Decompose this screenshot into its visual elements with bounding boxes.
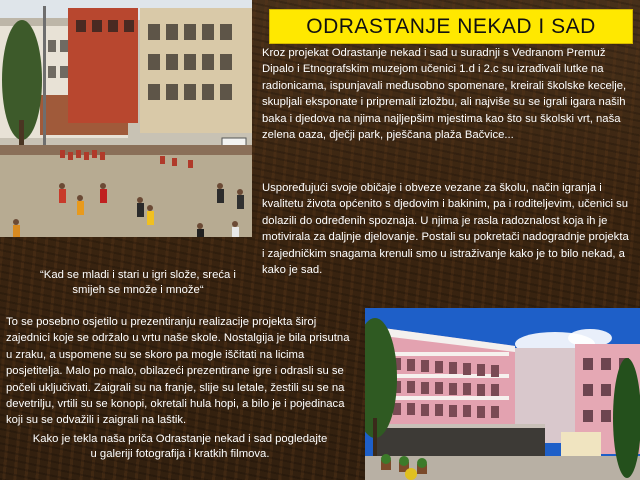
title-banner xyxy=(269,9,633,44)
presentation-paragraph: To se posebno osjetilo u prezentiranju realizacije projekta široj zajednici koje se održalo u vrtu naše skole. Nostalgija je bila prisutna u zraku, a uspomene su se skoro pa mogle iščitati na licima posjetitelja. Malo po malo, obilazeći prezentirane igre i odrasli su se počeli uključivati. Zaigrali su na franje, slije su letale, žestili su se na devetrilju, vrtili su se konopi, okretali hula hopi, a bilo je i pojedinaca koji su se odvažili i zaigrali na laštik. xyxy=(6,316,350,427)
page-title: ODRASTANJE NEKAD I SAD xyxy=(306,14,596,38)
intro-paragraph: Kroz projekat Odrastanje nekad i sad u suradnji s Vedranom Premuž Dipalo i Etnografskim muzejom učenici 1.d i 2.c su izrađivali lutke na radionicama, ispunjavali međusobno spomenare, kreirali školske kecelje, skupljali eksponate i pripremali izložbu, ali najviše su se igrali igara naših baka i djedova na njima najljepšim mjestima kao što su školski vrt, naša zelena oaza, dječji park, pješčana plaža Bačvice... xyxy=(262,47,627,142)
quote-text: “Kad se mladi i stari u igri slože, sreća i smijeh se množe i množe“ xyxy=(40,269,236,296)
schoolyard-photo-image xyxy=(0,0,252,237)
comparison-paragraph: Uspoređujući svoje običaje i obveze vezane za školu, način igranja i kvalitetu života općenito s djedovim i bakinim, pa i roditeljevim, učenici su dolazili do određenih spoznaja. U njima je rasla radoznalost koja ih je motivirala za daljnje djelovanje. Postali su pokretači nadogradnje projekta i zajedničkim snagama krenuli smo u istraživanje kako je to bilo nekad, a kako je sad. xyxy=(262,182,629,277)
closing-paragraph: Kako je tekla naša priča Odrastanje nekad i sad pogledajte u galeriji fotografija i kratkih filmova. xyxy=(32,433,328,460)
school-building-photo xyxy=(365,308,640,480)
schoolyard-photo xyxy=(0,0,252,237)
school-building-photo-image xyxy=(365,308,640,480)
